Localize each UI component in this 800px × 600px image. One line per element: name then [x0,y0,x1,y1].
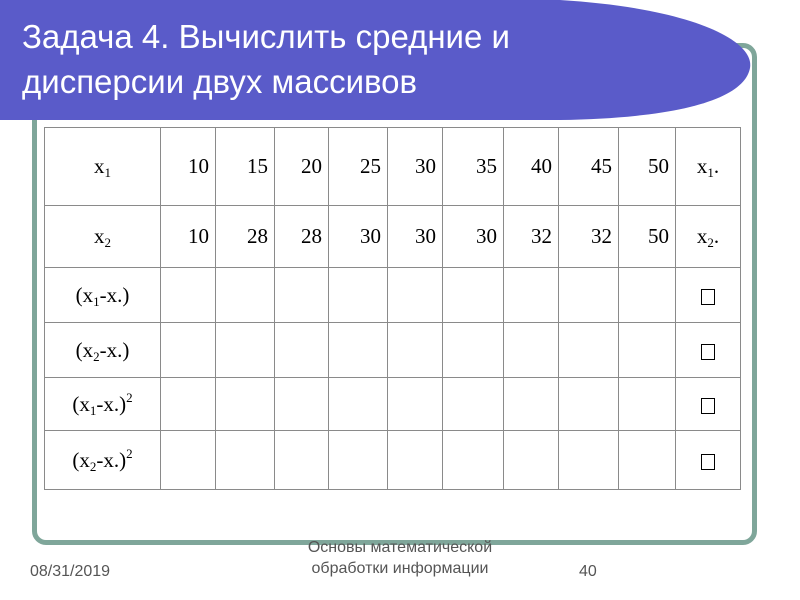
table-row [45,431,741,490]
table-cell: 32 [504,206,559,268]
table-row [45,378,741,431]
table-cell [559,268,619,323]
table-cell: 30 [388,128,443,206]
table-cell [504,378,559,431]
table-cell [559,431,619,490]
table-cell [619,431,676,490]
table-cell: 40 [504,128,559,206]
mean-x1-cell: $x_1$. [676,128,741,206]
table-cell [388,268,443,323]
table-cell [329,431,388,490]
row-label-x1: $x_1$ [45,128,161,206]
table-cell: 30 [329,206,388,268]
table-cell [504,431,559,490]
table-cell [216,323,275,378]
row-label-dev-x1: $(x_1-x.)$ [45,268,161,323]
table-cell: 30 [443,206,504,268]
slide-title [22,14,722,104]
table-cell [161,378,216,431]
table-cell [161,323,216,378]
table-cell: 28 [275,206,329,268]
table-cell: 30 [388,206,443,268]
table-cell [275,378,329,431]
row-label-dev-x2: $(x_2-x.)$ [45,323,161,378]
table-cell [443,378,504,431]
footer-course-line-2: обработки информации [311,560,489,577]
table-row [45,128,741,206]
table-cell: 10 [161,128,216,206]
table-cell [275,268,329,323]
table-cell [619,378,676,431]
mean-x2-cell: $x_2$. [676,206,741,268]
table-cell [388,378,443,431]
footer-course-line-1: Основы математической [307,539,493,556]
table-cell [388,431,443,490]
table-cell: 50 [619,206,676,268]
footer-course-title [284,537,516,579]
table-cell [216,378,275,431]
table-cell: 20 [275,128,329,206]
placeholder-box-icon [676,431,741,490]
table-cell: 50 [619,128,676,206]
table-cell [443,431,504,490]
table-cell: 28 [216,206,275,268]
data-table [44,127,741,490]
table-cell [329,268,388,323]
table-cell [329,378,388,431]
table-cell: 35 [443,128,504,206]
table-cell [216,431,275,490]
table-cell [216,268,275,323]
row-label-sq-dev-x1: $(x_1-x.)^2$ [45,378,161,431]
table-cell [275,431,329,490]
footer-date: 08/31/2019 [30,563,111,580]
table-cell [443,268,504,323]
table-row [45,268,741,323]
table-cell [329,323,388,378]
table-cell [388,323,443,378]
placeholder-box-icon [676,378,741,431]
table-row [45,323,741,378]
row-label-x2: $x_2$ [45,206,161,268]
placeholder-box-icon [676,268,741,323]
table-cell: 10 [161,206,216,268]
table-cell [619,323,676,378]
title-line-2: дисперсии двух массивов [22,63,418,100]
table-cell [443,323,504,378]
row-label-sq-dev-x2: $(x_2-x.)^2$ [45,431,161,490]
table-cell [559,323,619,378]
title-banner [0,0,800,125]
table-cell [504,268,559,323]
title-line-1: Задача 4. Вычислить средние и [22,18,510,55]
table-cell [559,378,619,431]
table-cell [161,431,216,490]
placeholder-box-icon [676,323,741,378]
table-cell [619,268,676,323]
table-cell: 45 [559,128,619,206]
table-cell: 15 [216,128,275,206]
table-row [45,206,741,268]
table-cell: 32 [559,206,619,268]
footer-page-number: 40 [579,563,597,580]
table-cell [504,323,559,378]
table-cell [161,268,216,323]
table-cell [275,323,329,378]
table-cell: 25 [329,128,388,206]
